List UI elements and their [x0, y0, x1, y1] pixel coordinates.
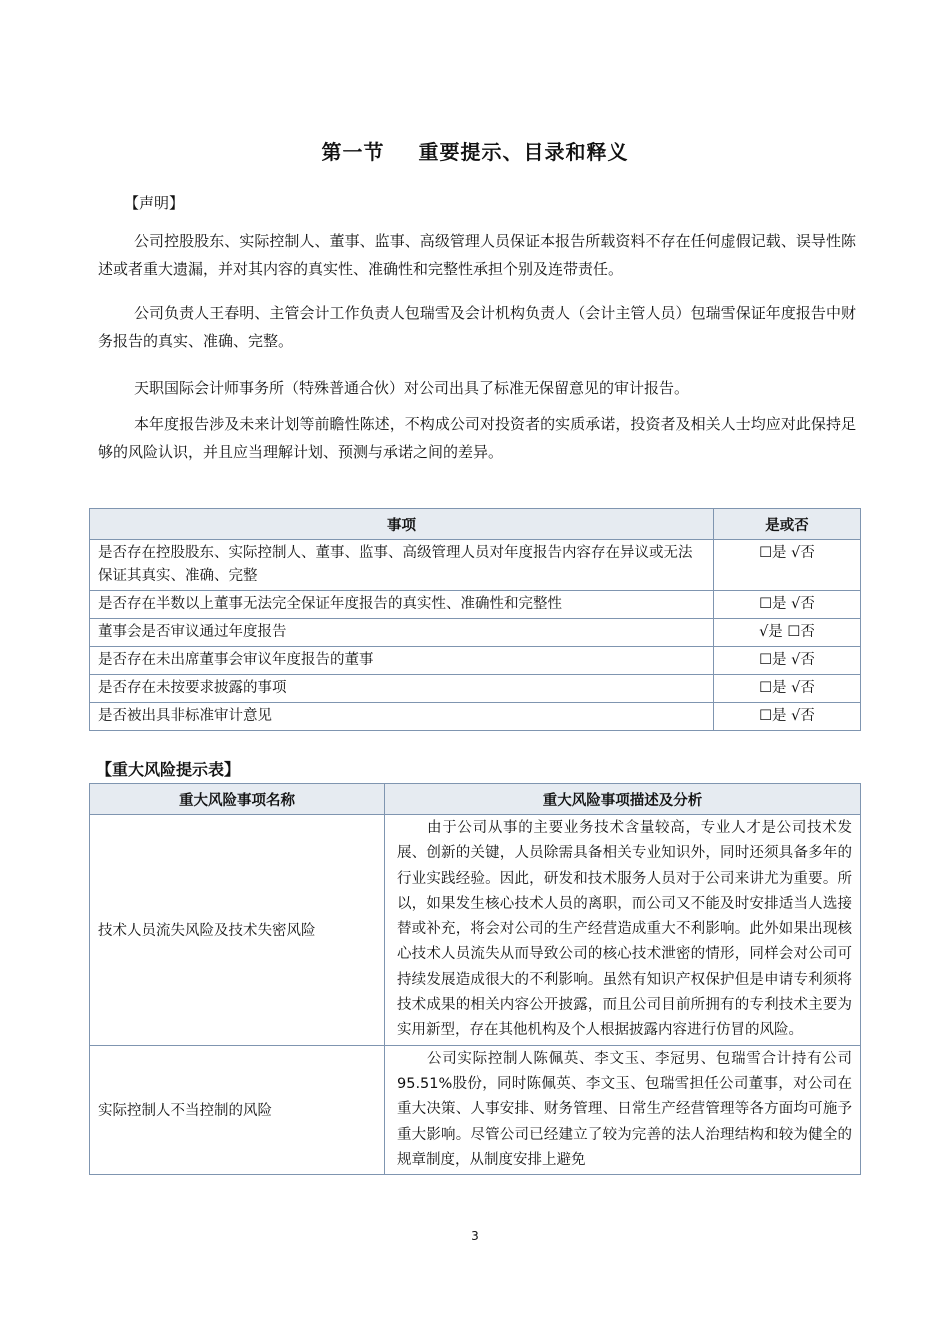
risk-name: 技术人员流失风险及技术失密风险 [90, 815, 385, 1046]
page-number: 3 [471, 1229, 479, 1243]
table-row [90, 703, 861, 731]
declaration-paragraph-2: 公司负责人王春明、主管会计工作负责人包瑞雪及会计机构负责人（会计主管人员）包瑞雪保证年度报告中财务报告的真实、准确、完整。 [98, 304, 856, 350]
risk-row [90, 1045, 861, 1174]
row-answer: ☐是 √否 [714, 540, 861, 591]
header-risk-name: 重大风险事项名称 [90, 784, 385, 815]
header-answer: 是或否 [714, 509, 861, 540]
row-item: 是否被出具非标准审计意见 [90, 703, 714, 731]
table-row [90, 619, 861, 647]
declaration-paragraph-4: 本年度报告涉及未来计划等前瞻性陈述，不构成公司对投资者的实质承诺，投资者及相关人士均应对此保持足够的风险认识，并且应当理解计划、预测与承诺之间的差异。 [98, 415, 856, 461]
declaration-label: 【声明】 [124, 194, 185, 212]
row-item: 是否存在控股股东、实际控制人、董事、监事、高级管理人员对年度报告内容存在异议或无法保证其真实、准确、完整 [90, 540, 714, 591]
row-answer: ☐是 √否 [714, 675, 861, 703]
row-item: 董事会是否审议通过年度报告 [90, 619, 714, 647]
row-item: 是否存在未出席董事会审议年度报告的董事 [90, 647, 714, 675]
header-item: 事项 [90, 509, 714, 540]
confirmation-table [89, 508, 861, 731]
risk-desc: 公司实际控制人陈佩英、李文玉、李冠男、包瑞雪合计持有公司 95.51%股份，同时陈佩英、李文玉、包瑞雪担任公司董事，对公司在重大决策、人事安排、财务管理、日常生产经营管理等各方面均可施予重大影响。尽管公司已经建立了较为完善的法人治理结构和较为健全的规章制度，从制度安排上避免 [397, 1050, 852, 1168]
risk-header-row [90, 784, 861, 815]
row-item: 是否存在未按要求披露的事项 [90, 675, 714, 703]
risk-name: 实际控制人不当控制的风险 [90, 1045, 385, 1174]
row-answer: ☐是 √否 [714, 703, 861, 731]
header-risk-desc: 重大风险事项描述及分析 [385, 784, 861, 815]
table-row [90, 591, 861, 619]
table-row [90, 675, 861, 703]
risk-table-title: 【重大风险提示表】 [96, 760, 241, 779]
declaration-paragraph-3: 天职国际会计师事务所（特殊普通合伙）对公司出具了标准无保留意见的审计报告。 [134, 379, 690, 397]
row-answer: ☐是 √否 [714, 591, 861, 619]
table-row [90, 540, 861, 591]
declaration-paragraph-1: 公司控股股东、实际控制人、董事、监事、高级管理人员保证本报告所载资料不存在任何虚假记载、误导性陈述或者重大遗漏，并对其内容的真实性、准确性和完整性承担个别及连带责任。 [98, 232, 856, 278]
section-heading [0, 136, 950, 165]
table-header-row [90, 509, 861, 540]
risk-table [89, 783, 861, 1175]
row-item: 是否存在半数以上董事无法完全保证年度报告的真实性、准确性和完整性 [90, 591, 714, 619]
risk-row [90, 815, 861, 1046]
section-number: 第一节 [321, 140, 385, 164]
section-title: 重要提示、目录和释义 [418, 140, 629, 164]
row-answer: √是 ☐否 [714, 619, 861, 647]
risk-desc: 由于公司从事的主要业务技术含量较高，专业人才是公司技术发展、创新的关键，人员除需具备相关专业知识外，同时还须具备多年的行业实践经验。因此，研发和技术服务人员对于公司来讲尤为重要。所以，如果发生核心技术人员的离职，而公司又不能及时安排适当人选接替或补充，将会对公司的生产经营造成重大不利影响。此外如果出现核心技术人员流失从而导致公司的核心技术泄密的情形，同样会对公司可持续发展造成很大的不利影响。虽然有知识产权保护但是申请专利须将技术成果的相关内容公开披露，而且公司目前所拥有的专利技术主要为实用新型，存在其他机构及个人根据披露内容进行仿冒的风险。 [397, 820, 852, 1039]
table-row [90, 647, 861, 675]
row-answer: ☐是 √否 [714, 647, 861, 675]
